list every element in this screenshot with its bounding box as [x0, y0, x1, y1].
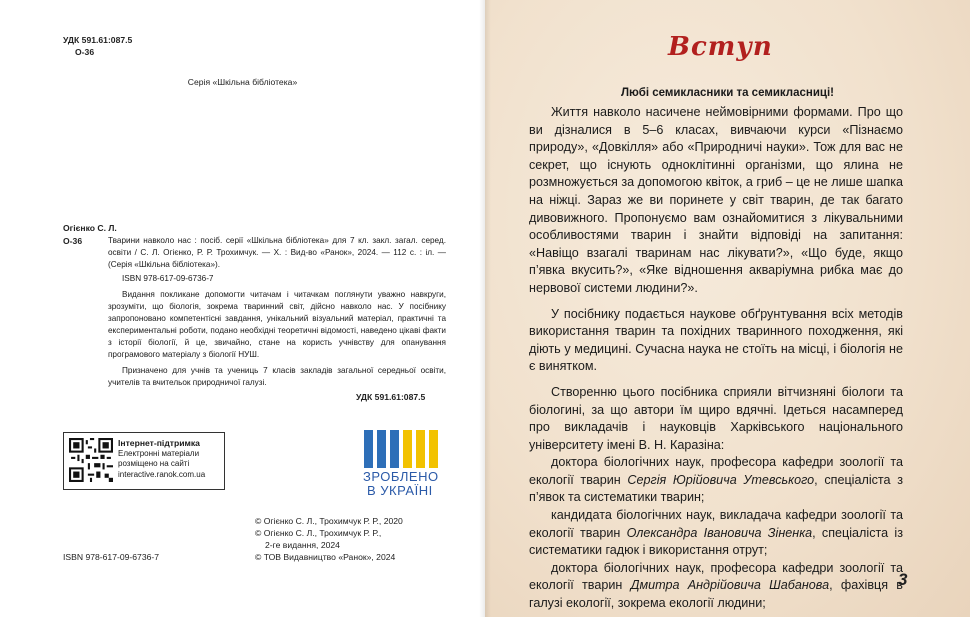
isbn-bottom: ISBN 978-617-09-6736-7: [63, 552, 160, 562]
made-in-ukraine-flag-icon: [364, 430, 440, 468]
catalog-code: О-36: [63, 236, 83, 246]
internet-url[interactable]: interactive.ranok.com.ua: [118, 469, 206, 479]
isbn-line: ISBN 978-617-09-6736-7: [122, 274, 214, 283]
paragraph-1: Життя навколо насичене неймовірними формами. Про що ви дізналися в 5–6 класах, вивчаючи курси «Пізнаємо природу», «Довкілля» або «Природничі науки». Тож для вас не секрет, що існують одноклітинні організми, що ялина не розмножується за допомогою квіток, а гриб – це не лише шапка на ніжці. Зараз же ви поринете у світ тварин, де так багато дивовижного. Пропонуємо вам ознайомитися з лікувальними особливостями тварин і знайти відповіді на запитання: «Навіщо взагалі тваринам нас лікувати?», «Що буде, якщо п’явка вкусить?», «Яке відношення акваріумна рибка має до нервової системи людини?».: [529, 105, 903, 295]
paragraph-5: [529, 507, 903, 560]
bibliographic-record: [108, 235, 446, 389]
udk-bottom: УДК 591.61:087.5: [356, 392, 426, 402]
made-line-2: В УКРАЇНІ: [367, 482, 433, 498]
copyright-1: © Огієнко С. Л., Трохимчук Р. Р., 2020: [255, 516, 403, 526]
paragraph-4: [529, 454, 903, 507]
udk-top: УДК 591.61:087.5: [63, 35, 133, 45]
paragraph-2: У посібнику подається наукове обґрунтування всіх методів використання тварин та похідних тваринного походження, які діють у медицині. Сучасна наука не стоїть на місці, і біологія не є винятком.: [529, 306, 903, 374]
made-in-ukraine-label: [363, 470, 439, 497]
internet-support-title: Інтернет-підтримка: [118, 438, 200, 448]
p5-text-a: кандидата біологічних наук, викладача кафедри зоології та екології тварин: [529, 508, 903, 540]
p4-person-name: Сергія Юрійовича Утевського: [627, 472, 815, 487]
copyright-4: © ТОВ Видавництво «Ранок», 2024: [255, 552, 396, 562]
internet-line-1: Електронні матеріали: [118, 448, 200, 458]
made-line-1: ЗРОБЛЕНО: [363, 469, 439, 484]
p6-person-name: Дмитра Андрійовича Шабанова: [630, 578, 830, 593]
p4-text-a: доктора біологічних наук, професора кафедри зоології та екології тварин: [529, 455, 903, 487]
paragraph-6: [529, 560, 903, 613]
page-number: 3: [898, 570, 908, 589]
purpose-text: Призначено для учнів та учениць 7 класів закладів загальної середньої освіти, учителів та вчительок природничої галузі.: [108, 366, 446, 387]
internet-support-text: [118, 438, 205, 480]
copyright-3: 2-ге видання, 2024: [265, 540, 340, 550]
internet-line-2: розміщено на сайті: [118, 459, 190, 468]
p5-person-name: Олександра Івановича Зіненка: [626, 525, 813, 540]
p5-text-b: , спеціаліста із систематики гадюк і використання отрут;: [529, 525, 903, 558]
p6-text-a: доктора біологічних наук, професора кафедри зоології та екології тварин: [529, 560, 903, 593]
code-top: О-36: [75, 47, 95, 57]
series-title: Серія «Шкільна бібліотека»: [187, 77, 298, 87]
intro-body: [529, 104, 903, 613]
internet-support-box: [63, 432, 225, 490]
p6-text-b: , фахівця в галузі екології, зокрема екології людини;: [529, 578, 903, 611]
copyright-2: © Огієнко С. Л., Трохимчук Р. Р.,: [255, 528, 382, 538]
greeting: Любі семикласники та семикласниці!: [620, 87, 835, 99]
paragraph-3: Створенню цього посібника сприяли вітчизняні біологи та біологині, за що автори їм щиро вдячні. Ідеться насамперед про викладачів і науковців Харківського національного університету імені В. Н. Каразіна:: [529, 384, 903, 452]
abstract-text: Видання покликане допомогти читачам і читачкам поглянути уважно навкруги, зрозуміти, що біологія, зокрема тваринний світ, дійсно навколо нас. У посібнику запропоновано компетентісні завдання, унікальний візуальний матеріал, практичні та експериментальні роботи, подано необхідні теоретичні відомості, наведено цікаві факти з історії біології, й це, звичайно, стане на користь учнівству для опанування програмового матеріалу з біології НУШ.: [108, 290, 446, 359]
page-title: Вступ: [668, 32, 773, 62]
p4-text-b: , спеціаліста з п’явок та систематики тварин;: [529, 472, 903, 505]
qr-code-icon[interactable]: [69, 438, 113, 482]
record-text: Тварини навколо нас : посіб. серії «Шкільна бібліотека» для 7 кл. закл. загал. серед. освіти / С. Л. Огієнко, Р. Р. Трохимчук. — Х. : Вид-во «Ранок», 2024. — 112 с. : іл. — (Серія «Шкільна бібліотека»).: [108, 236, 446, 269]
author-heading: Огієнко С. Л.: [63, 223, 117, 233]
